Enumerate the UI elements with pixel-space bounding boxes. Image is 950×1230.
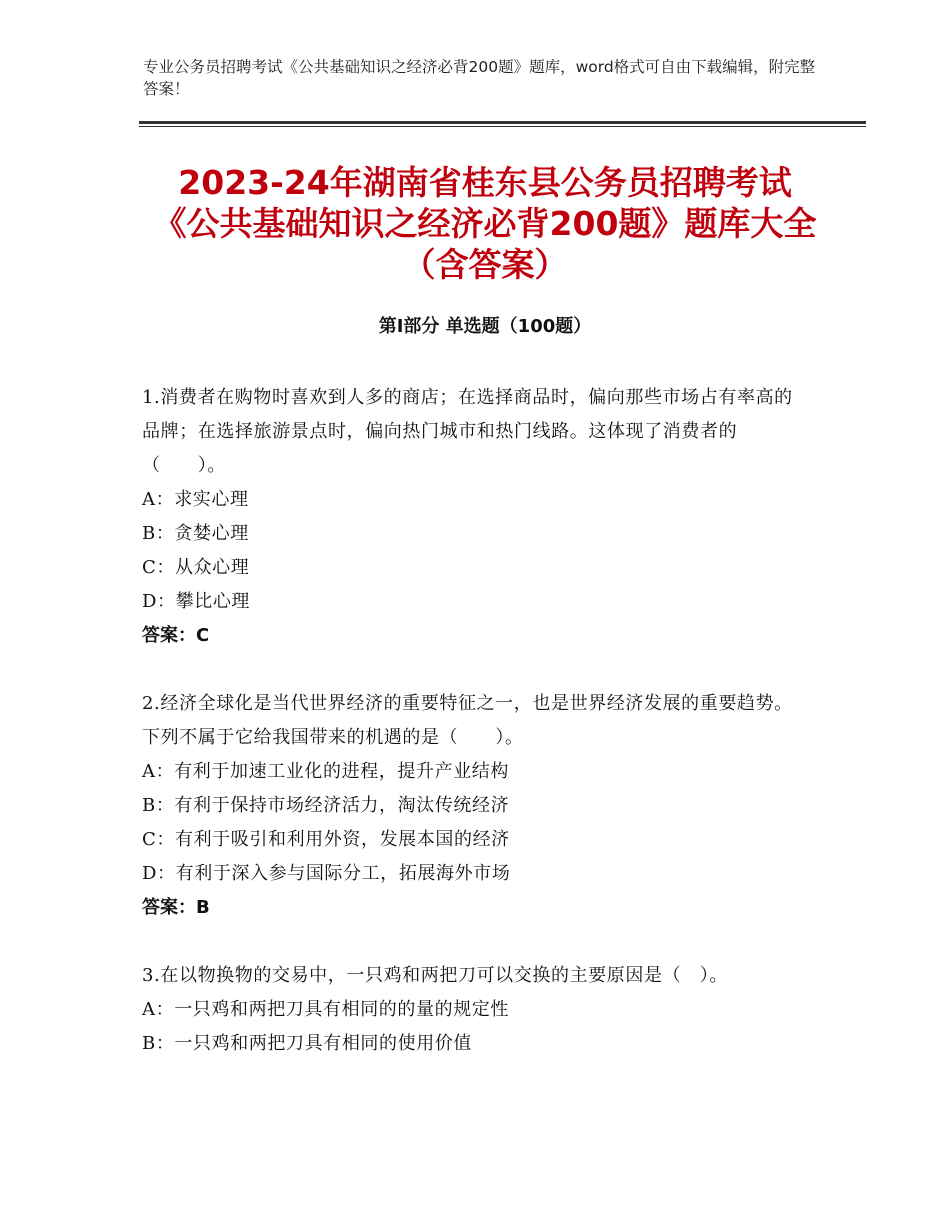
option-c: C：从众心理 [142, 557, 250, 578]
question-stem: 1.消费者在购物时喜欢到人多的商店；在选择商品时，偏向那些市场占有率高的品牌；在选择旅游景点时，偏向热门城市和热门线路。这体现了消费者的（ ）。 [142, 387, 793, 476]
question-stem: 2.经济全球化是当代世界经济的重要特征之一，也是世界经济发展的重要趋势。下列不属于它给我国带来的机遇的是（ ）。 [142, 693, 793, 748]
question-list [142, 381, 802, 1095]
question-stem: 3.在以物换物的交易中，一只鸡和两把刀可以交换的主要原因是（ ）。 [142, 965, 728, 986]
option-d: D：有利于深入参与国际分工，拓展海外市场 [142, 863, 511, 884]
answer: 答案：B [142, 897, 210, 918]
question-3 [142, 959, 802, 1061]
answer: 答案：C [142, 625, 210, 646]
option-a: A：一只鸡和两把刀具有相同的的量的规定性 [142, 999, 509, 1020]
header-rule-thick [139, 121, 866, 124]
option-a: A：有利于加速工业化的进程，提升产业结构 [142, 761, 509, 782]
option-a: A：求实心理 [142, 489, 249, 510]
header-rule-thin [139, 126, 866, 127]
option-b: B：一只鸡和两把刀具有相同的使用价值 [142, 1033, 473, 1054]
question-1 [142, 381, 802, 653]
option-b: B：贪婪心理 [142, 523, 249, 544]
header-note: 专业公务员招聘考试《公共基础知识之经济必背200题》题库，word格式可自由下载编辑，附完整答案！ [143, 58, 816, 98]
document-title: 2023-24年湖南省桂东县公务员招聘考试《公共基础知识之经济必背200题》题库大全（含答案） [153, 163, 817, 284]
option-c: C：有利于吸引和利用外资，发展本国的经济 [142, 829, 510, 850]
option-d: D：攀比心理 [142, 591, 251, 612]
option-b: B：有利于保持市场经济活力，淘汰传统经济 [142, 795, 510, 816]
section-heading: 第Ⅰ部分 单选题（100题） [378, 316, 592, 337]
question-2 [142, 687, 802, 925]
